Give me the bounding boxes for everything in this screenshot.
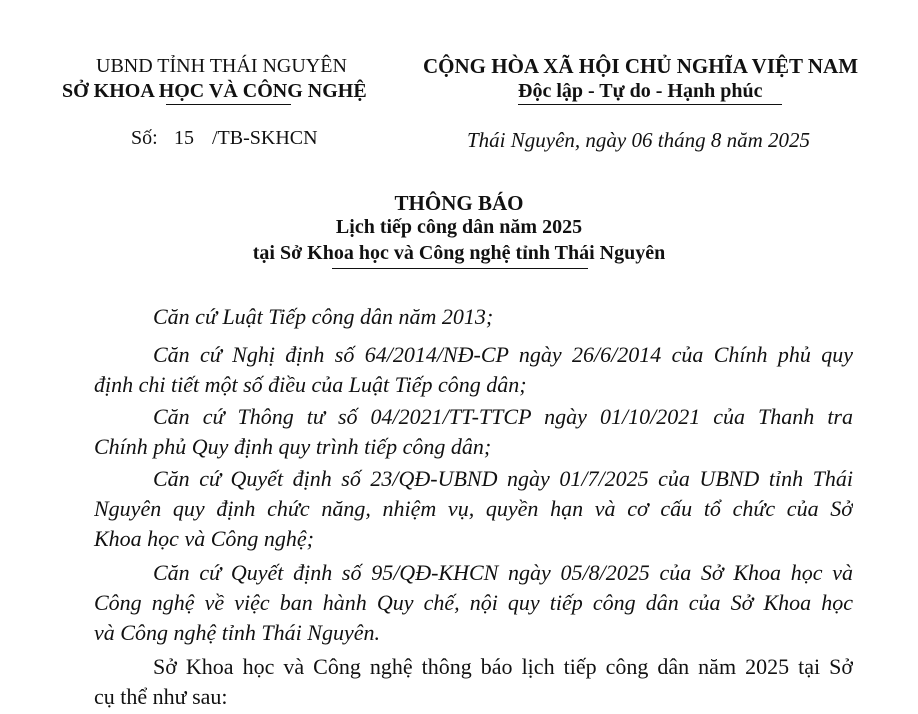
- issuing-department: SỞ KHOA HỌC VÀ CÔNG NGHỆ: [62, 80, 367, 102]
- document-subtitle-location: tại Sở Khoa học và Công nghệ tỉnh Thái Nguyên: [252, 242, 666, 264]
- legal-basis-3-line-2: Chính phủ Quy định quy trình tiếp công dân;: [94, 434, 492, 459]
- legal-basis-2-line-1: Căn cứ Nghị định số 64/2014/NĐ-CP ngày 26/6/2014 của Chính phủ quy: [153, 342, 853, 367]
- document-number-label: Số:: [131, 127, 158, 149]
- legal-basis-1: Căn cứ Luật Tiếp công dân năm 2013;: [153, 304, 494, 329]
- document-number-value: 15: [174, 127, 194, 149]
- legal-basis-4-line-1: Căn cứ Quyết định số 23/QĐ-UBND ngày 01/7/2025 của UBND tỉnh Thái: [153, 466, 853, 491]
- announcement-intro-line-1: Sở Khoa học và Công nghệ thông báo lịch tiếp công dân năm 2025 tại Sở: [153, 654, 853, 679]
- legal-basis-2-line-2: định chi tiết một số điều của Luật Tiếp công dân;: [94, 372, 527, 397]
- legal-basis-3-line-1: Căn cứ Thông tư số 04/2021/TT-TTCP ngày 01/10/2021 của Thanh tra: [153, 404, 853, 429]
- document-number-suffix: /TB-SKHCN: [212, 127, 318, 149]
- national-title: CỘNG HÒA XÃ HỘI CHỦ NGHĨA VIỆT NAM: [423, 54, 859, 78]
- left-header-underline: [166, 104, 291, 105]
- national-motto: Độc lập - Tự do - Hạnh phúc: [518, 80, 763, 102]
- legal-basis-5-line-1: Căn cứ Quyết định số 95/QĐ-KHCN ngày 05/8/2025 của Sở Khoa học và: [153, 560, 853, 585]
- issuing-authority: UBND TỈNH THÁI NGUYÊN: [96, 55, 347, 77]
- announcement-intro-line-2: cụ thể như sau:: [94, 684, 228, 709]
- title-underline: [332, 268, 588, 269]
- document-subtitle: Lịch tiếp công dân năm 2025: [335, 216, 583, 238]
- document-title: THÔNG BÁO: [394, 191, 524, 215]
- legal-basis-4-line-3: Khoa học và Công nghệ;: [94, 526, 314, 551]
- motto-underline: [518, 104, 782, 105]
- legal-basis-5-line-2: Công nghệ về việc ban hành Quy chế, nội quy tiếp công dân của Sở Khoa học: [94, 590, 853, 615]
- legal-basis-4-line-2: Nguyên quy định chức năng, nhiệm vụ, quyền hạn và cơ cấu tổ chức của Sở: [94, 496, 853, 521]
- legal-basis-5-line-3: và Công nghệ tỉnh Thái Nguyên.: [94, 620, 380, 645]
- place-and-date: Thái Nguyên, ngày 06 tháng 8 năm 2025: [467, 128, 810, 152]
